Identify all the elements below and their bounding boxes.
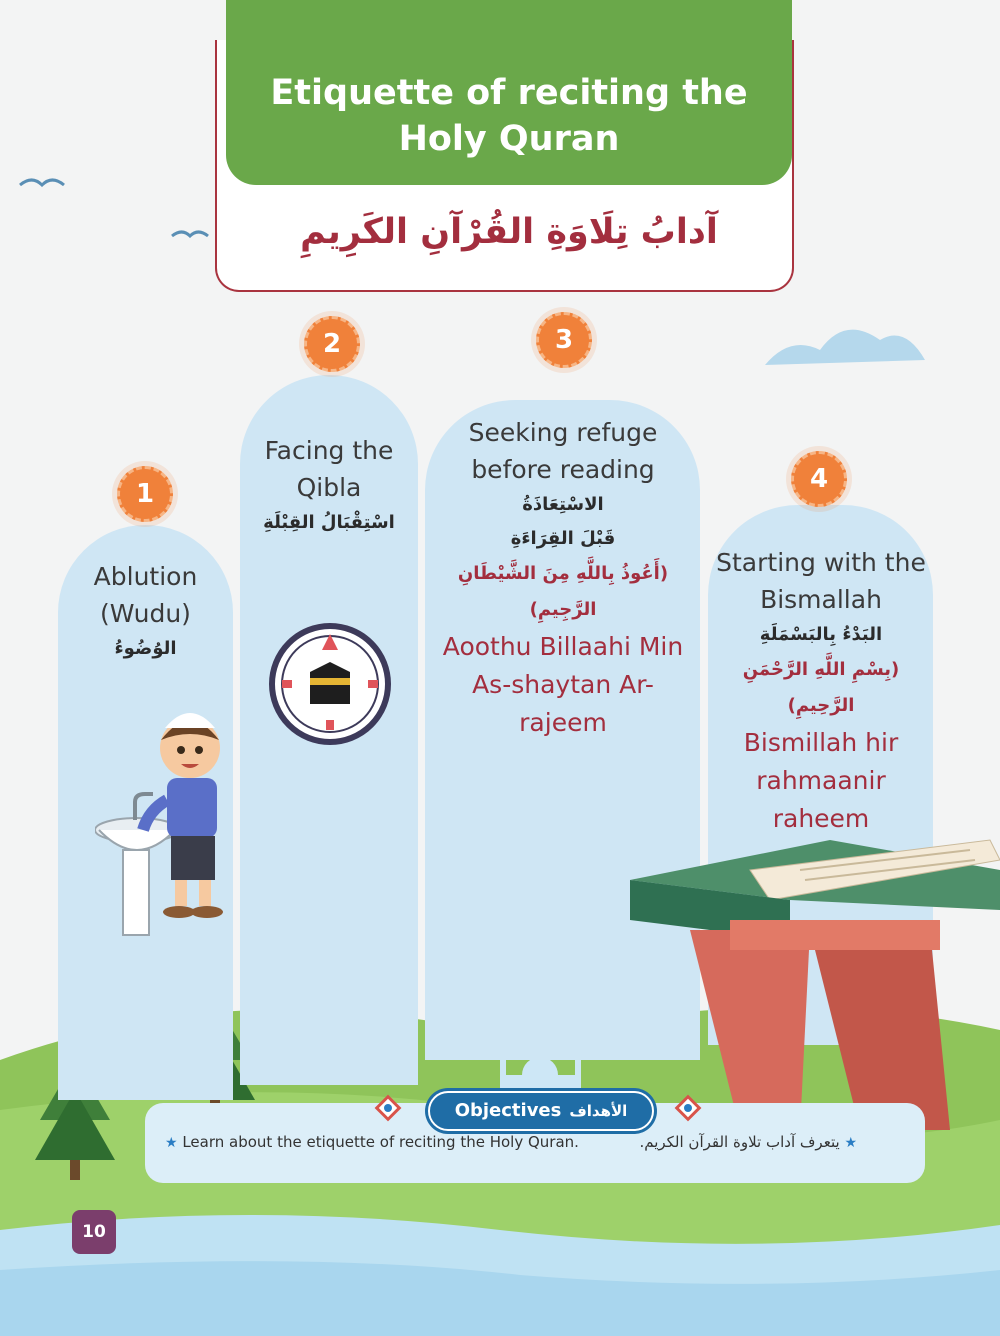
ornament-icon	[374, 1094, 402, 1122]
step-2-content	[248, 432, 410, 540]
objective-text-arabic: يتعرف آداب تلاوة القرآن الكريم.	[639, 1133, 840, 1151]
step-3-title: Seeking refuge before reading	[468, 418, 658, 484]
objectives-label	[428, 1091, 654, 1131]
objectives-label-english: Objectives	[454, 1100, 562, 1121]
step-4-title-arabic: البَدْءُ بِالبَسْمَلَةِ	[759, 624, 883, 645]
step-1-title-arabic: الوُضُوءُ	[114, 638, 177, 659]
step-1-content	[68, 558, 223, 666]
step-4-title: Starting with the Bismallah	[716, 548, 926, 614]
step-3-number-badge: 3	[536, 312, 592, 368]
step-3-transliteration: Aoothu Billaahi Min As-shaytan Ar-rajeem	[442, 632, 684, 737]
step-2-title: Facing the Qibla	[264, 436, 394, 502]
step-4-transliteration: Bismillah hir rahmaanir raheem	[743, 728, 899, 833]
step-1-title: Ablution (Wudu)	[93, 562, 198, 628]
objective-item-arabic	[632, 1133, 857, 1151]
page-title-arabic: آدابُ تِلَاوَةِ القُرْآنِ الكَرِيمِ	[300, 212, 718, 252]
page-title: Etiquette of reciting the Holy Quran	[270, 73, 748, 159]
child-washing-illustration	[95, 700, 240, 940]
objective-text-english: Learn about the etiquette of reciting the Holy Quran.	[182, 1133, 579, 1151]
step-1-number-badge: 1	[117, 466, 173, 522]
step-3-title-arabic: الاسْتِعَاذَةُ	[522, 494, 604, 515]
star-bullet-icon: ★	[165, 1135, 178, 1151]
objectives-label-arabic: الأهداف	[569, 1102, 628, 1120]
step-4-dua-arabic: (بِسْمِ اللَّهِ الرَّحْمَنِ الرَّحِيمِ)	[742, 659, 900, 716]
step-3-dua-arabic: (أَعُوذُ بِاللَّهِ مِنَ الشَّيْطَانِ الرَّجِيمِ)	[457, 563, 669, 620]
kaaba-compass-icon	[268, 622, 392, 746]
star-bullet-icon: ★	[844, 1135, 857, 1151]
ornament-icon	[674, 1094, 702, 1122]
step-3-title-arabic-2: قَبْلَ القِرَاءَةِ	[510, 528, 616, 549]
step-2-number-badge: 2	[304, 316, 360, 372]
objective-item-english	[165, 1133, 579, 1151]
step-4-number-badge: 4	[791, 451, 847, 507]
step-4-content	[712, 544, 930, 838]
step-2-title-arabic: اسْتِقْبَالُ القِبْلَةِ	[263, 512, 395, 533]
step-3-content	[432, 414, 694, 742]
page-number: 10	[72, 1210, 116, 1254]
